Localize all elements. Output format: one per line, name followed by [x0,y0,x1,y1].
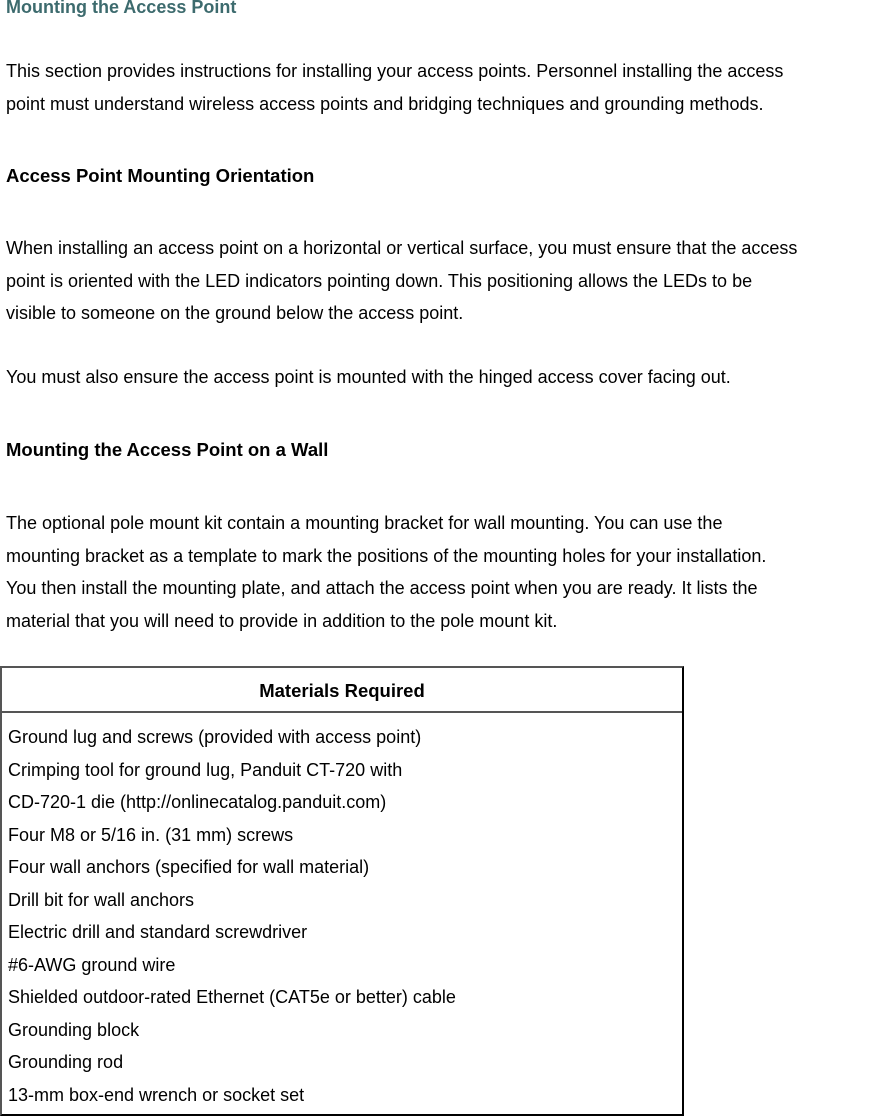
wall-paragraph [6,507,766,637]
wall-line: mounting bracket as a template to mark the positions of the mounting holes for your installation. [6,545,767,566]
material-item: Grounding rod [8,1052,124,1072]
material-item: Drill bit for wall anchors [8,889,195,910]
material-item: Four wall anchors (specified for wall material) [8,857,370,877]
intro-line: This section provides instructions for installing your access points. Personnel installing the access [6,61,784,81]
page-title: Mounting the Access Point [6,0,237,17]
material-item: 13-mm box-end wrench or socket set [8,1084,305,1105]
orientation-paragraph [6,232,797,330]
materials-table [0,666,684,1116]
material-item: Electric drill and standard screwdriver [8,922,308,942]
material-item: Crimping tool for ground lug, Panduit CT-720 with [8,759,403,780]
orientation-line: visible to someone on the ground below the access point. [6,303,464,323]
materials-table-header: Materials Required [2,668,682,713]
intro-paragraph [6,55,783,120]
wall-line: You then install the mounting plate, and attach the access point when you are ready. It lists the [6,578,758,598]
wall-line: The optional pole mount kit contain a mounting bracket for wall mounting. You can use the [6,513,723,533]
material-item: #6-AWG ground wire [8,954,176,975]
wall-heading: Mounting the Access Point on a Wall [6,439,329,460]
orientation-heading: Access Point Mounting Orientation [6,165,315,186]
wall-line: material that you will need to provide in addition to the pole mount kit. [6,610,558,631]
materials-list [2,713,682,1111]
material-item: Ground lug and screws (provided with access point) [8,727,422,747]
material-item: Four M8 or 5/16 in. (31 mm) screws [8,824,294,845]
material-item: Grounding block [8,1019,140,1040]
material-item: Shielded outdoor-rated Ethernet (CAT5e or better) cable [8,987,456,1007]
orientation-line: point is oriented with the LED indicators pointing down. This positioning allows the LEDs to be [6,270,753,291]
orientation-cover-paragraph [6,361,731,394]
intro-line: point must understand wireless access points and bridging techniques and grounding methods. [6,93,764,114]
orientation-line: When installing an access point on a horizontal or vertical surface, you must ensure that the access [6,238,798,258]
material-item: CD-720-1 die (http://onlinecatalog.panduit.com) [8,792,387,812]
orientation-cover-line: You must also ensure the access point is mounted with the hinged access cover facing out. [6,367,731,387]
